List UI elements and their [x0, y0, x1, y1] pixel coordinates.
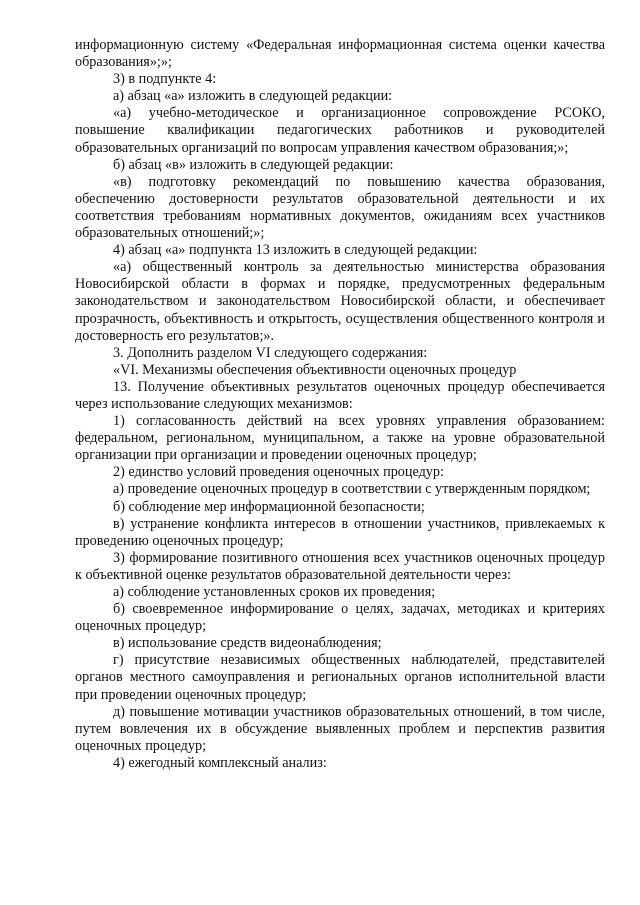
paragraph-subitem-a: а) абзац «а» изложить в следующей редакции: [113, 88, 393, 105]
paragraph-quote-public-control: «а) общественный контроль за деятельностью министерства образования Новосибирской области в формах и порядке, предусмотренных федеральным законодательством и законодательством Новосибирской области, и обеспечивает прозрачность, объективность и открытость, осуществления общественного контроля и достоверность его результатов;». [75, 259, 605, 344]
paragraph-add-section: 3. Дополнить разделом VI следующего содержания: [113, 344, 428, 361]
list-item-3b: б) своевременное информирование о целях, задачах, методиках и критериях оценочных процедур; [75, 601, 605, 635]
paragraph-item-4: 4) абзац «а» подпункта 13 изложить в следующей редакции: [113, 242, 478, 259]
paragraph-continuation: информационную систему «Федеральная информационная система оценки качества образования»;»; [75, 37, 605, 71]
list-item-3g: г) присутствие независимых общественных наблюдателей, представителей органов местного самоуправления и региональных органов исполнительной власти при проведении оценочных процедур; [75, 652, 605, 703]
paragraph-subitem-b: б) абзац «в» изложить в следующей редакции: [113, 156, 394, 173]
document-page [75, 37, 605, 772]
list-item-2v: в) устранение конфликта интересов в отношении участников, привлекаемых к проведению оценочных процедур; [75, 515, 605, 549]
list-item-3: 3) формирование позитивного отношения всех участников оценочных процедур к объективной оценке результатов образовательной деятельности через: [75, 549, 605, 583]
section-heading: «VI. Механизмы обеспечения объективности оценочных процедур [113, 361, 517, 378]
paragraph-quote-a: «а) учебно-методическое и организационное сопровождение РСОКО, повышение квалификации педагогических работников и руководителей образовательных организаций по вопросам управления качеством образования;»; [75, 105, 605, 156]
list-item-2: 2) единство условий проведения оценочных процедур: [113, 464, 444, 481]
paragraph-13: 13. Получение объективных результатов оценочных процедур обеспечивается через использование следующих механизмов: [75, 378, 605, 412]
list-item-2a: а) проведение оценочных процедур в соответствии с утвержденным порядком; [113, 481, 591, 498]
paragraph-item-3: 3) в подпункте 4: [113, 71, 217, 88]
list-item-3v: в) использование средств видеонаблюдения; [113, 635, 382, 652]
list-item-1: 1) согласованность действий на всех уровнях управления образованием: федеральном, региональном, муниципальном, а также на уровне образовательной организации при организации и проведении оценочных процедур; [75, 413, 605, 464]
paragraph-quote-v: «в) подготовку рекомендаций по повышению качества образования, обеспечению достоверности результатов образовательной деятельности и их соответствия требованиям нормативных документов, ожиданиям всех участников образовательных отношений;»; [75, 173, 605, 242]
list-item-3d: д) повышение мотивации участников образовательных отношений, в том числе, путем вовлечения их в обсуждение выявленных проблем и перспектив развития оценочных процедур; [75, 703, 605, 754]
list-item-4: 4) ежегодный комплексный анализ: [113, 754, 327, 771]
list-item-2b: б) соблюдение мер информационной безопасности; [113, 498, 425, 515]
list-item-3a: а) соблюдение установленных сроков их проведения; [113, 584, 436, 600]
